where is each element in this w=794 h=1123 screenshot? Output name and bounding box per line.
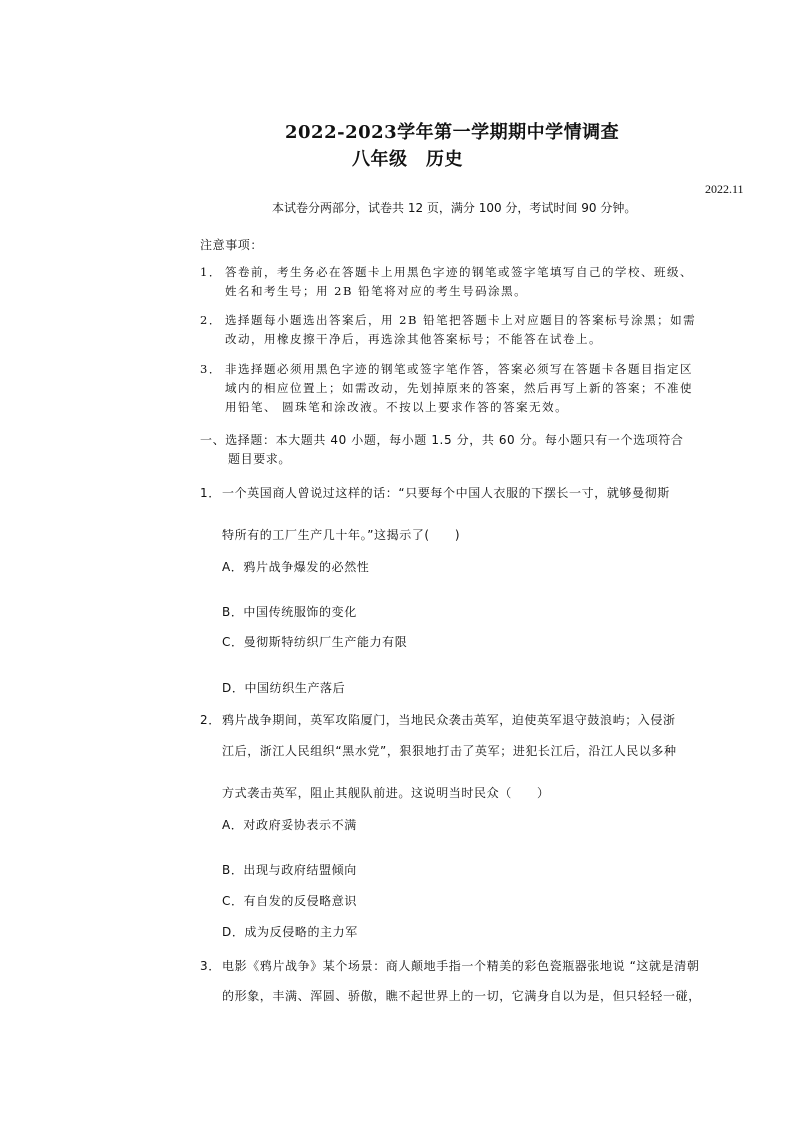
answer-option: D．成为反侵略的主力军 (222, 925, 358, 939)
notice-item-line: 用铅笔、 圆珠笔和涂改液。不按以上要求作答的答案无效。 (225, 400, 569, 414)
question-stem-line: 特所有的工厂生产几十年。”这揭示了( ) (222, 528, 461, 542)
exam-date: 2022.11 (705, 182, 744, 196)
notice-item-line: 改动，用橡皮擦干净后，再选涂其他答案标号；不能答在试卷上。 (225, 332, 602, 346)
question-number: 2． (200, 713, 221, 727)
question-stem-line: 江后，浙江人民组织“黑水党”，狠狠地打击了英军；进犯长江后，沿江人民以多种 (222, 744, 677, 758)
question-stem-line: 电影《鸦片战争》某个场景：商人颠地手指一个精美的彩色瓷瓶器张地说 “这就是清朝 (222, 959, 700, 973)
answer-option: B．中国传统服饰的变化 (222, 605, 357, 619)
notice-item-line: 姓名和考生号；用 2B 铅笔将对应的考生号码涂黑。 (225, 284, 528, 298)
notice-heading: 注意事项： (200, 238, 264, 252)
answer-option: C．曼彻斯特纺织厂生产能力有限 (222, 635, 408, 649)
notice-item-line: 选择题每小题选出答案后，用 2B 铅笔把答题卡上对应题目的答案标号涂黑；如需 (225, 313, 697, 327)
answer-option: A．对政府妥协表示不满 (222, 818, 357, 832)
notice-item-line: 答卷前，考生务必在答题卡上用黑色字迹的钢笔或签字笔填写自己的学校、班级、 (225, 265, 693, 279)
question-stem-line: 一个英国商人曾说过这样的话：“只要每个中国人衣服的下摆长一寸，就够曼彻斯 (222, 486, 670, 500)
exam-intro: 本试卷分两部分，试卷共 12 页，满分 100 分，考试时间 90 分钟。 (272, 201, 637, 215)
exam-subtitle: 八年级 历史 (352, 149, 463, 170)
question-stem-line: 方式袭击英军，阻止其舰队前进。这说明当时民众（ ） (222, 786, 550, 800)
exam-title: 2022-2023学年第一学期期中学情调查 (285, 122, 620, 143)
notice-item-number: 1． (200, 265, 222, 279)
section-heading-line: 一、选择题：本大题共 40 小题，每小题 1.5 分，共 60 分。每小题只有一个选项符合 (200, 433, 684, 447)
answer-option: D．中国纺织生产落后 (222, 681, 346, 695)
answer-option: B．出现与政府结盟倾向 (222, 863, 357, 877)
notice-item-number: 3． (200, 362, 222, 376)
answer-option: A．鸦片战争爆发的必然性 (222, 560, 370, 574)
notice-item-line: 域内的相应位置上；如需改动，先划掉原来的答案，然后再写上新的答案；不准使 (225, 381, 693, 395)
question-number: 1． (200, 486, 221, 500)
notice-item-line: 非选择题必须用黑色字迹的钢笔或签字笔作答，答案必须写在答题卡各题目指定区 (225, 362, 693, 376)
question-stem-line: 鸦片战争期间，英军攻陷厦门，当地民众袭击英军，迫使英军退守鼓浪屿；入侵浙 (222, 713, 676, 727)
question-stem-line: 的形象，丰满、浑圆、骄傲，瞧不起世界上的一切，它满身自以为是，但只轻轻一碰， (222, 989, 701, 1003)
answer-option: C．有自发的反侵略意识 (222, 894, 357, 908)
notice-item-number: 2． (200, 313, 222, 327)
question-number: 3． (200, 959, 221, 973)
section-heading-line: 题目要求。 (228, 452, 292, 466)
